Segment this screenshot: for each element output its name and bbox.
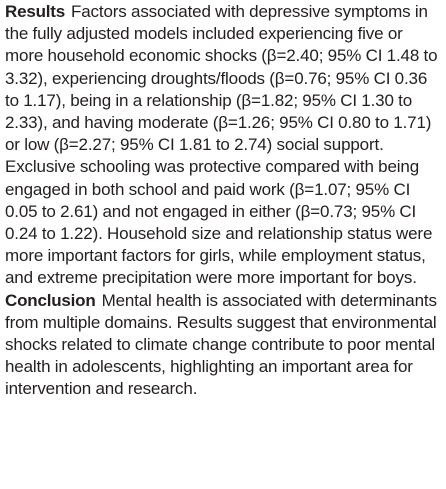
results-heading: Results bbox=[5, 2, 66, 21]
results-text: Factors associated with depressive symptoms in the fully adjusted models included experiencing five or more household economic shocks (β=2.40; 95% CI 1.48 to 3.32), experiencing droughts/floods (β=0.76; 95% CI 0.36 to 1.17), being in a relationship (β=1.82; 95% CI 1.30 to 2.33), and having moderate (β=1.26; 95% CI 0.80 to 1.71) or low (β=2.27; 95% CI 1.81 to 2.74) social support. Exclusive schooling was protective compared with being engaged in both school and paid work (β=1.07; 95% CI 0.05 to 2.61) and not engaged in either (β=0.73; 95% CI 0.24 to 1.22). Household size and relationship status were more important factors for girls, while employment status, and extreme precipitation were more important for boys. bbox=[5, 2, 438, 288]
results-paragraph bbox=[5, 1, 444, 290]
conclusion-heading: Conclusion bbox=[5, 290, 96, 310]
conclusion-paragraph bbox=[5, 290, 444, 401]
conclusion-text: Mental health is associated with determinants from multiple domains. Results suggest that environmental shocks related to climate change contribute to poor mental health in adolescents, highlighting an important area for intervention and research. bbox=[5, 290, 437, 399]
